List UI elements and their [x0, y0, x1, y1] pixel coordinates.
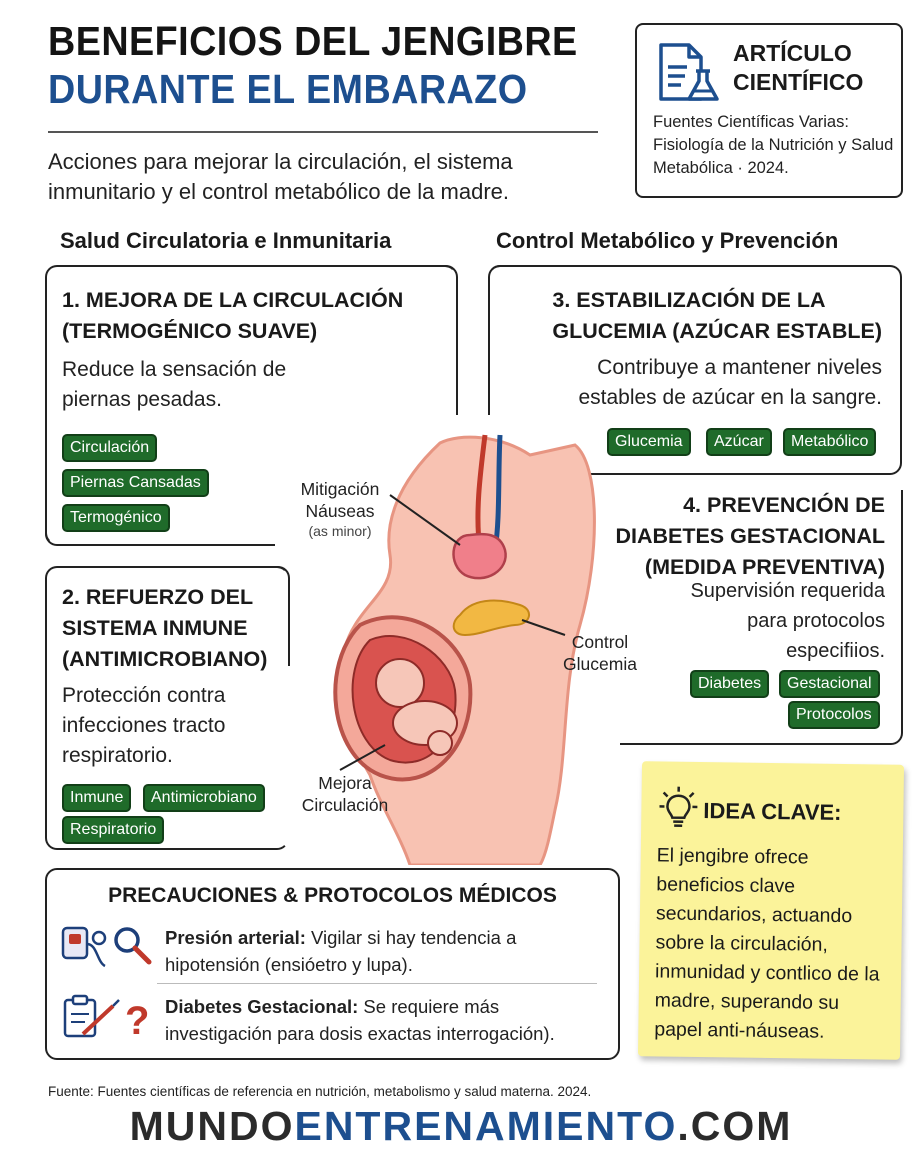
- stomach-shape: [454, 534, 506, 578]
- precaution-blood-pressure: Presión arterial: Vigilar si hay tendencia a hipotensión (ensióetro y lupa).: [165, 927, 517, 975]
- blood-pressure-monitor-icon: [61, 922, 157, 974]
- tag-protocols: Protocolos: [788, 701, 880, 729]
- clipboard-syringe-icon: [61, 994, 157, 1044]
- section-heading-circulatory: Salud Circulatoria e Inmunitaria: [60, 228, 392, 253]
- source-footnote: Fuente: Fuentes científicas de referencia en nutrición, metabolismo y salud materna. 2024.: [48, 1084, 592, 1099]
- section-heading-metabolic: Control Metabólico y Prevención: [496, 228, 839, 253]
- tag-gestational: Gestacional: [779, 670, 880, 698]
- card-immune: [45, 566, 289, 850]
- key-idea-note: [638, 761, 904, 1060]
- tag-diabetes: Diabetes: [690, 670, 769, 698]
- document-flask-icon: [655, 41, 721, 105]
- label-glucose-control: Control Glucemia: [563, 632, 637, 674]
- article-title: ARTÍCULO CIENTÍFICO: [733, 40, 864, 95]
- tag-circulation: Circulación: [62, 434, 157, 462]
- precautions-title: PRECAUCIONES & PROTOCOLOS MÉDICOS: [108, 884, 557, 907]
- card-immune-text: Protección contra infecciones tracto respiratorio.: [62, 684, 226, 767]
- card-immune-title: 2. REFUERZO DEL SISTEMA INMUNE (ANTIMICROBIANO): [62, 585, 268, 671]
- article-citation: Fuentes Científicas Varias: Fisiología de la Nutrición y Salud Metabólica · 2024.: [653, 113, 894, 177]
- precautions-box: [45, 868, 620, 1060]
- card-circulation-title: 1. MEJORA DE LA CIRCULACIÓN (TERMOGÉNICO SUAVE): [62, 288, 404, 343]
- page-subtitle: Acciones para mejorar la circulación, el sistema inmunitario y el control metabólico de la madre.: [48, 149, 513, 204]
- key-idea-title: IDEA CLAVE:: [703, 798, 842, 825]
- tag-thermogenic: Termogénico: [62, 504, 170, 532]
- tag-metabolic: Metabólico: [783, 428, 876, 456]
- key-idea-body: El jengibre ofrece beneficios clave secundarios, actuando sobre la circulación, inmunidad y contlico de la madre, superando su papel anti-náuseas.: [654, 844, 880, 1043]
- precaution-gestational-diabetes: Diabetes Gestacional: Se requiere más investigación para dosis exactas interrogación).: [165, 996, 555, 1044]
- label-nausea: Mitigación Náuseas (as minor): [300, 479, 380, 539]
- tag-immune: Inmune: [62, 784, 131, 812]
- tag-respiratory: Respiratorio: [62, 816, 164, 844]
- precautions-divider: [157, 983, 597, 984]
- article-info-box: [635, 23, 903, 198]
- card-diabetes: [615, 490, 903, 745]
- brand-footer[interactable]: MUNDOENTRENAMIENTO.COM: [129, 1103, 793, 1149]
- page-title-secondary: DURANTE EL EMBARAZO: [48, 66, 528, 112]
- tag-sugar: Azúcar: [706, 428, 772, 456]
- tag-glucemia: Glucemia: [607, 428, 691, 456]
- title-divider: [48, 131, 598, 133]
- lightbulb-icon: [659, 785, 698, 830]
- card-glucose-text: Contribuye a mantener niveles estables de azúcar en la sangre.: [578, 356, 882, 409]
- card-diabetes-text: Supervisión requerida para protocolos especifiios.: [690, 580, 885, 662]
- svg-text:?: ?: [125, 999, 150, 1043]
- page-title: BENEFICIOS DEL JENGIBRE: [48, 18, 578, 64]
- tag-tired-legs: Piernas Cansadas: [62, 469, 209, 497]
- card-diabetes-title: 4. PREVENCIÓN DE DIABETES GESTACIONAL (MEDIDA PREVENTIVA): [615, 493, 885, 579]
- card-circulation-text: Reduce la sensación de piernas pesadas.: [62, 358, 287, 411]
- label-circulation: Mejora Circulación: [301, 773, 389, 815]
- tag-antimicrobial: Antimicrobiano: [143, 784, 265, 812]
- card-glucose-title: 3. ESTABILIZACIÓN DE LA GLUCEMIA (AZÚCAR ESTABLE): [552, 288, 882, 343]
